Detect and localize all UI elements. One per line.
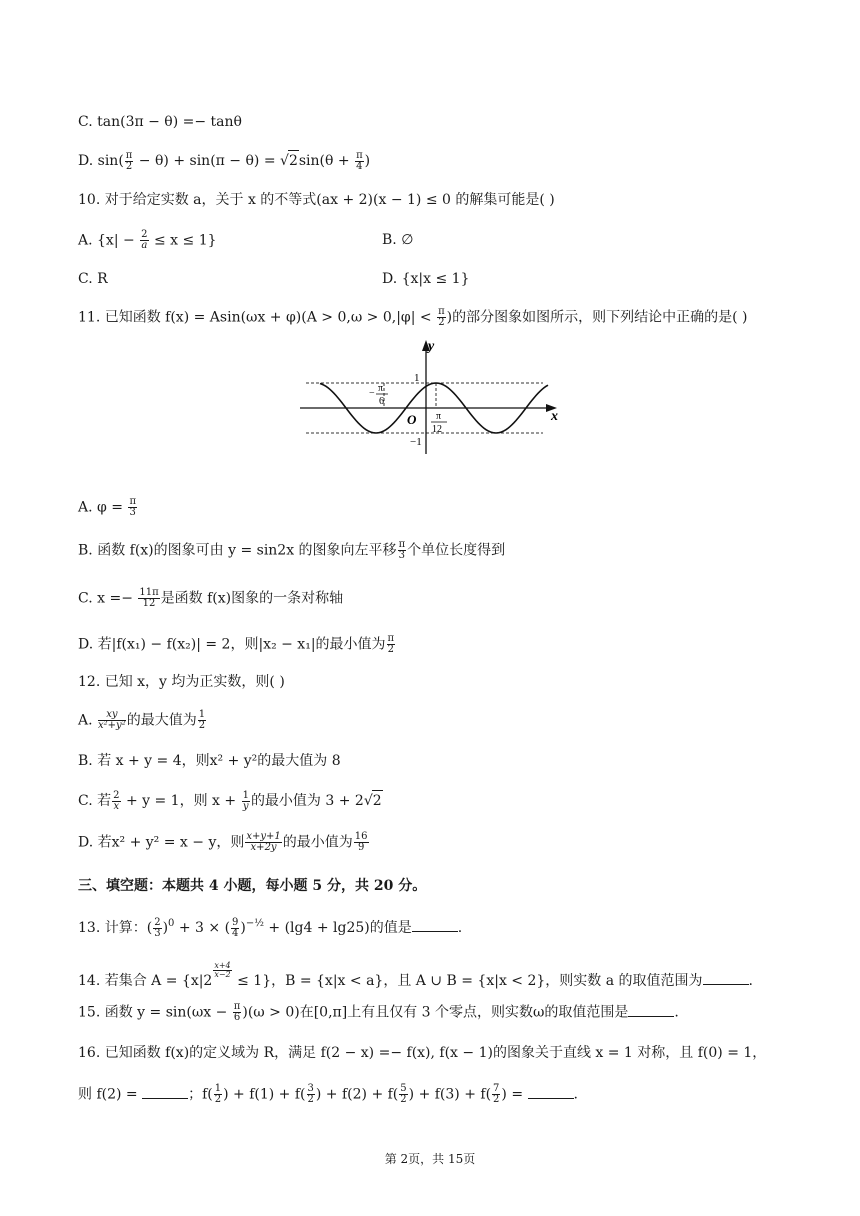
left-tick-sign: − (369, 388, 375, 399)
q11-option-b: B. 函数 f(x)的图象可由 y = sin2x 的图象向左平移 $\frac{\pi}{3}$ 个单位长度得到 (78, 539, 506, 561)
answer-blank[interactable] (528, 1086, 574, 1099)
q11-option-c: C. x =− $\frac{11\pi}{12}$ 是函数 f(x)图象的一条对称轴 (78, 587, 344, 609)
text: sin(θ + (298, 153, 355, 169)
text: ) (364, 153, 371, 169)
origin-label: O (407, 412, 417, 427)
q15: 15. 函数 y = sin(ωx − $\frac{\pi}{6}$ )(ω > 0)在[0,π]上有且仅有 3 个零点，则实数ω的取值范围是 . (78, 1001, 679, 1023)
answer-blank[interactable] (703, 972, 749, 985)
q10-option-c: C. R (78, 271, 108, 287)
q11-stem: 11. 已知函数 f(x) = Asin(ωx + φ)(A > 0,ω > 0,|φ| < $\frac{\pi}{2}$ )的部分图象如图所示，则下列结论中正确的是( ) (78, 306, 748, 328)
q16-line1: 16. 已知函数 f(x)的定义域为 R，满足 f(2 − x) =− f(x), f(x − 1)的图象关于直线 x = 1 对称，且 f(0) = 1， (78, 1045, 767, 1061)
q10-stem: 10. 对于给定实数 a，关于 x 的不等式(ax + 2)(x − 1) ≤ 0 的解集可能是( ) (78, 192, 555, 208)
q16-line2: 则 f(2) = ；f( $\frac{1}{2}$ ) + f(1) + f( $\frac{3}{2}$ ) + f(2) + f( $\frac{5}{2}$ ) + f(3) + f( $\frac{7}{2}$ ) = . (78, 1083, 578, 1105)
x-label: x (551, 409, 558, 424)
q9-option-c: C. tan(3π − θ) =− tanθ (78, 114, 242, 130)
answer-blank[interactable] (412, 919, 458, 932)
answer-blank[interactable] (628, 1004, 674, 1017)
q11-option-d: D. 若|f(x₁) − f(x₂)| = 2，则|x₂ − x₁|的最小值为 $\frac{\pi}{2}$ (78, 633, 395, 655)
answer-blank[interactable] (142, 1086, 188, 1099)
q12-stem: 12. 已知 x，y 均为正实数，则( ) (78, 674, 285, 690)
tick-label-neg-one: −1 (410, 436, 422, 448)
left-tick-num: π (378, 383, 384, 394)
q12-option-a: A. $\frac{xy}{\text{x²+y²}}$ 的最大值为 $\frac{1}{2}$ (78, 709, 206, 731)
q10-option-d: D. {x|x ≤ 1} (382, 271, 470, 287)
tick-label-one: 1 (414, 372, 420, 384)
sine-graph-figure (298, 336, 563, 458)
q10-option-a: A. {x| − $\frac{2}{a}$ ≤ x ≤ 1} (78, 229, 217, 251)
left-tick-den: 6 (379, 396, 384, 407)
q12-option-c: C. 若 $\frac{2}{x}$ + y = 1，则 x + $\frac{1}{y}$ 的最小值为 3 + 2√2 (78, 789, 382, 812)
right-tick-num: π (436, 411, 442, 422)
fraction: $\frac{\pi}{2}$ (125, 149, 133, 172)
right-tick-den: 12 (432, 424, 442, 435)
fraction: $\frac{\pi}{4}$ (356, 149, 363, 172)
page-footer: 第 2页，共 15页 (384, 1152, 476, 1166)
q9-option-d (78, 150, 370, 172)
sqrt-sign: √ (280, 153, 289, 169)
sqrt-arg: 2 (288, 150, 299, 171)
text: sin( (97, 153, 124, 169)
q11-option-a: A. φ = $\frac{\pi}{3}$ (78, 496, 137, 518)
text: − θ) + sin(π − θ) = (134, 153, 281, 169)
q12-option-d: D. 若x² + y² = x − y，则 $\frac{x+y+1}{x+2y}$ 的最小值为 $\frac{16}{9}$ (78, 831, 368, 853)
q10-option-b: B. ∅ (382, 232, 414, 248)
label: D. (78, 153, 98, 169)
q14: 14. 若集合 A = {x|2 $\frac{x+4}{x-2}$ ≤ 1}，B = {x|x < a}，且 A ∪ B = {x|x < 2}，则实数 a 的取值范围为 . (78, 961, 753, 989)
q12-option-b: B. 若 x + y = 4，则x² + y²的最大值为 8 (78, 753, 341, 769)
q13: 13. 计算：( $\frac{2}{3}$ )$^0$ + 3 × ( $\frac{9}{4}$ )$^{-\frac{1}{2}}$ + (lg4 + lg25)的值是 . (78, 916, 463, 939)
y-label: y (428, 339, 435, 354)
section-heading-fill-in: 三、填空题：本题共 4 小题，每小题 5 分，共 20 分。 (78, 878, 427, 894)
